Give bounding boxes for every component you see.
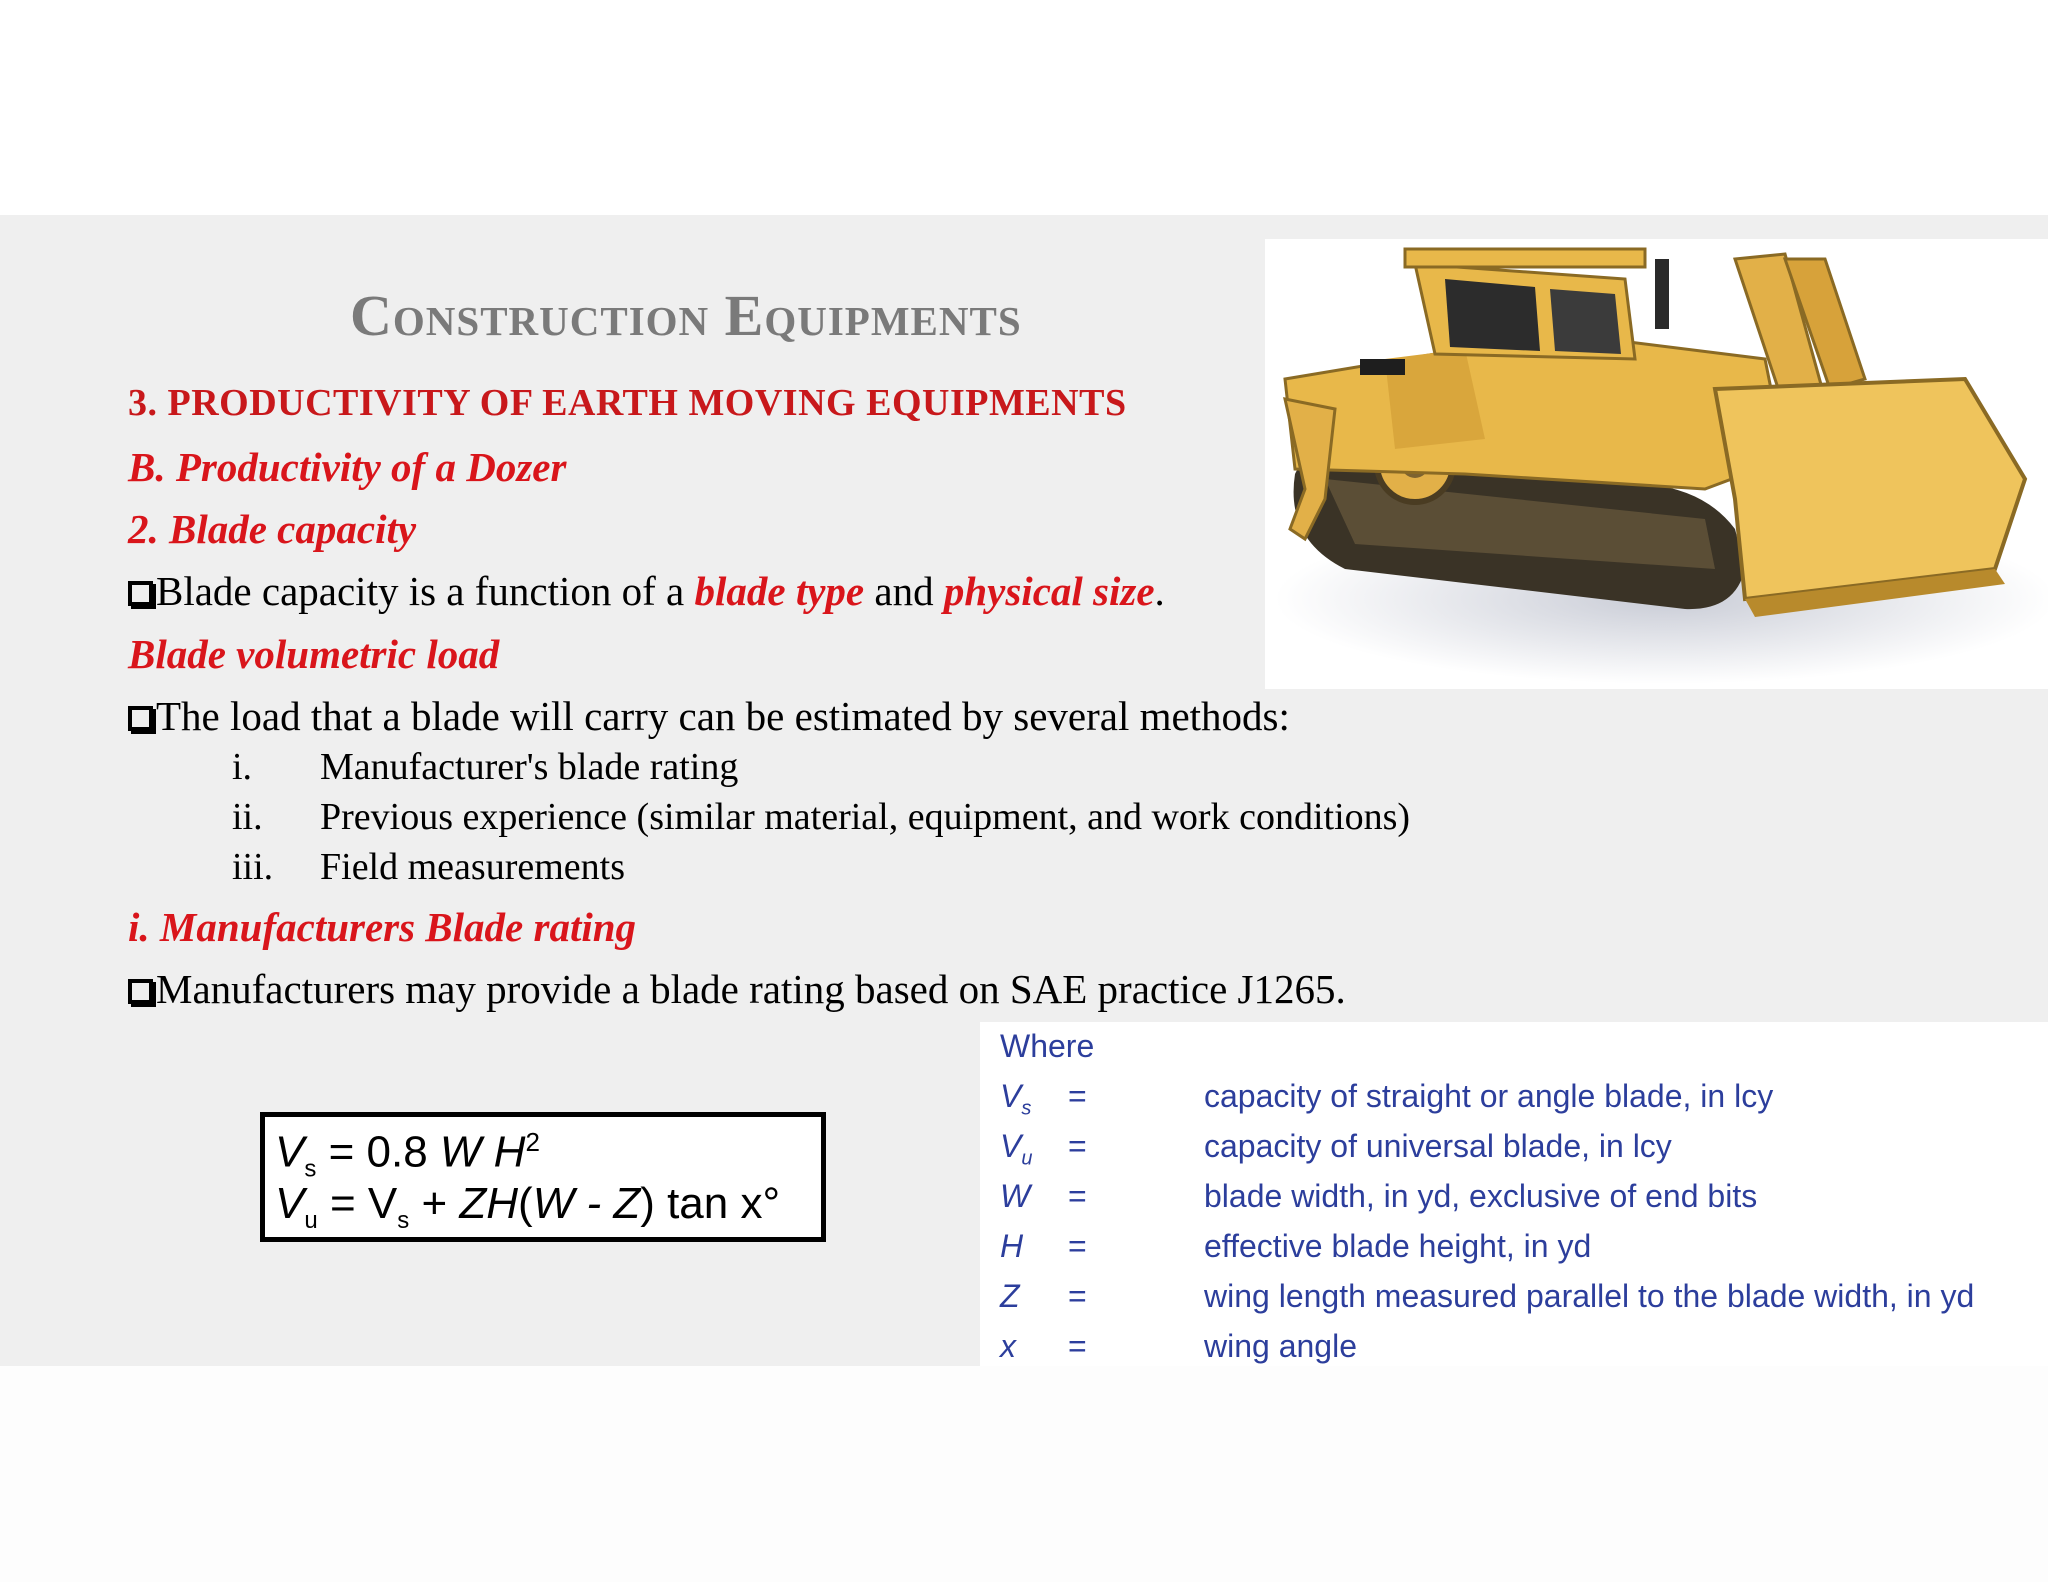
bullet-text-middle: and [864, 568, 944, 614]
bullet-text-suffix: . [1154, 568, 1165, 614]
method-text: Field measurements [320, 846, 625, 888]
formula-symbol: V [275, 1127, 305, 1177]
definition-symbol: H [1000, 1228, 1024, 1264]
formula-text: ( [518, 1179, 533, 1228]
slide-title: Construction Equipments [350, 283, 1022, 348]
formula-universal-blade [275, 1179, 780, 1235]
definition-symbol: $V_u$ [1000, 1128, 1033, 1170]
definition-text: capacity of universal blade, in lcy [1204, 1128, 1672, 1164]
method-number: iii. [232, 846, 274, 888]
formula-subscript: s [304, 1155, 317, 1183]
method-item [232, 845, 625, 889]
method-item [232, 795, 1410, 839]
definition-row [980, 1078, 2048, 1126]
formula-text: = 0.8 [316, 1127, 440, 1177]
definition-text: wing length measured parallel to the blade width, in yd [1204, 1278, 1975, 1314]
formula-exponent: 2 [525, 1127, 540, 1157]
formula-straight-blade [275, 1127, 540, 1183]
formula-text: = V [317, 1179, 398, 1228]
volumetric-load-heading: Blade volumetric load [128, 631, 500, 677]
definition-row [980, 1228, 2048, 1276]
formula-symbol: H [493, 1127, 526, 1177]
bullet-text: The load that a blade will carry can be estimated by several methods: [156, 693, 1290, 739]
bullet-load-methods [128, 692, 1290, 740]
formula-symbol: W - Z [532, 1179, 641, 1228]
variable-definitions [980, 1022, 2048, 1366]
formula-symbol: W [439, 1127, 482, 1177]
formula-subscript: u [304, 1206, 318, 1234]
definition-text: capacity of straight or angle blade, in lcy [1204, 1078, 1774, 1114]
method-number: i. [232, 746, 253, 788]
formula-symbol: V [275, 1179, 305, 1228]
section-heading: 3. PRODUCTIVITY OF EARTH MOVING EQUIPMENTS [128, 382, 1127, 424]
definition-equals: = [1068, 1328, 1087, 1364]
definition-row [980, 1278, 2048, 1326]
term-blade-type: blade type [694, 568, 865, 614]
bullet-sae-practice [128, 965, 1346, 1013]
bulldozer-illustration [1265, 239, 2048, 689]
definition-symbol: Z [1000, 1278, 1020, 1314]
definition-text: wing angle [1204, 1328, 1357, 1364]
checkbox-bullet-icon [128, 706, 153, 731]
definition-text: effective blade height, in yd [1204, 1228, 1592, 1264]
formula-text: ) [640, 1179, 655, 1228]
definition-equals: = [1068, 1078, 1087, 1114]
formula-symbol: ZH [459, 1179, 519, 1228]
method-text: Previous experience (similar material, equipment, and work conditions) [320, 796, 1411, 838]
definition-row [980, 1178, 2048, 1226]
method-item [232, 745, 738, 789]
definition-symbol: x [1000, 1328, 1016, 1364]
definition-row [980, 1128, 2048, 1176]
definition-text: blade width, in yd, exclusive of end bits [1204, 1178, 1758, 1214]
definition-equals: = [1068, 1128, 1087, 1164]
formula-text: + [409, 1179, 460, 1228]
bullet-blade-capacity [128, 567, 1165, 615]
definition-equals: = [1068, 1228, 1087, 1264]
term-physical-size: physical size [943, 568, 1155, 614]
checkbox-bullet-icon [128, 979, 153, 1004]
definition-symbol: $V_s$ [1000, 1078, 1032, 1120]
bullet-text: Manufacturers may provide a blade rating based on SAE practice J1265. [156, 966, 1346, 1012]
checkbox-bullet-icon [128, 581, 153, 606]
subsection-heading: B. Productivity of a Dozer [128, 444, 567, 490]
method-number: ii. [232, 796, 263, 838]
where-label: Where [1000, 1028, 1095, 1064]
formula-subscript: s [397, 1206, 410, 1234]
formula-text: tan x° [654, 1179, 781, 1228]
definition-symbol: W [1000, 1178, 1031, 1214]
definition-row [980, 1328, 2048, 1376]
definition-equals: = [1068, 1178, 1087, 1214]
bullet-text-prefix: Blade capacity is a function of a [156, 568, 695, 614]
formula-box [260, 1112, 826, 1242]
topic-heading: 2. Blade capacity [128, 506, 417, 552]
definition-equals: = [1068, 1278, 1087, 1314]
where-label-row [980, 1028, 2048, 1076]
page-bottom [0, 1366, 2048, 1582]
method-text: Manufacturer's blade rating [320, 746, 739, 788]
manufacturers-rating-heading: i. Manufacturers Blade rating [128, 904, 637, 950]
dozer-image [1265, 239, 2048, 689]
